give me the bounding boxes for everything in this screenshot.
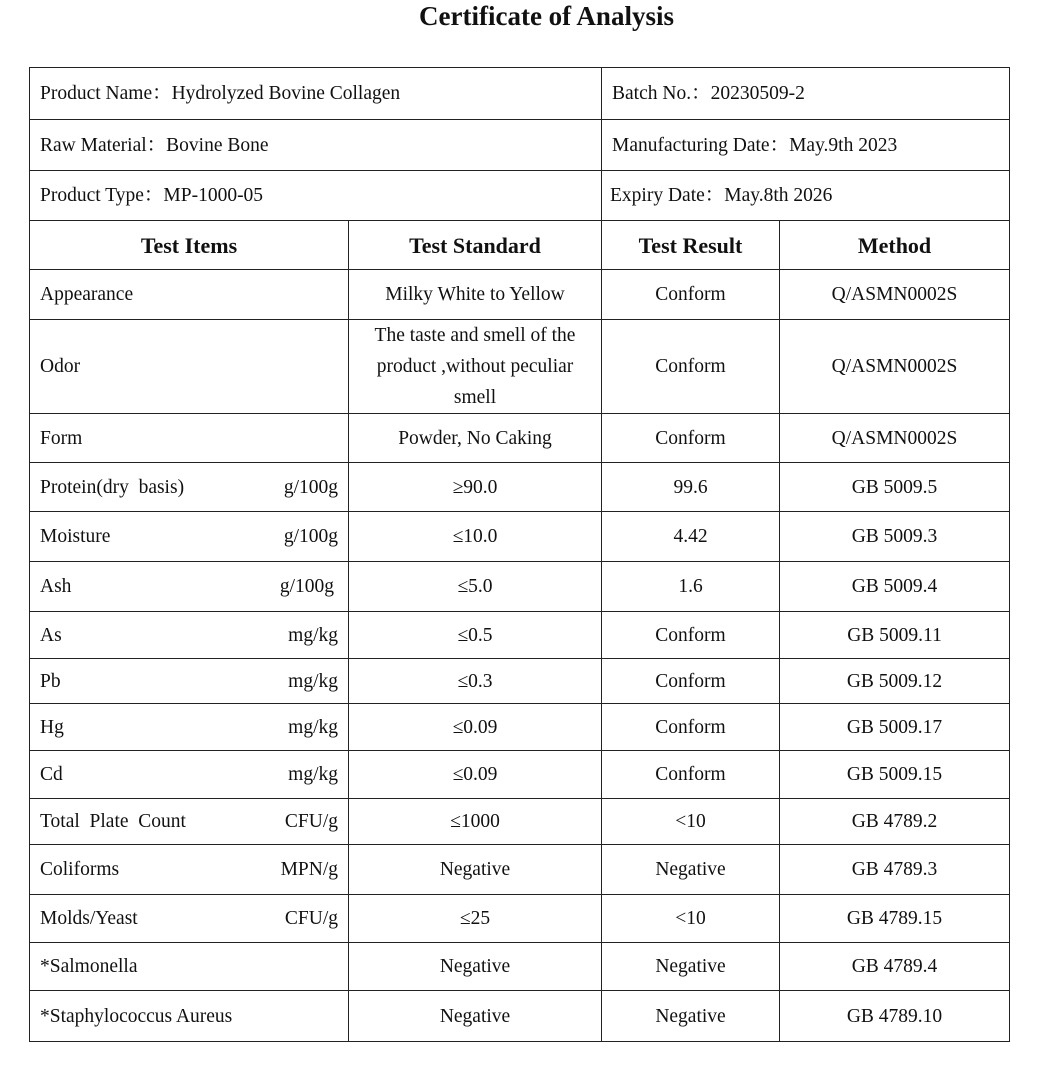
test-item-unit: CFU/g: [284, 908, 338, 929]
method-cell: GB 4789.15: [780, 895, 1010, 943]
test-item-cell: [30, 799, 349, 845]
method-cell: GB 5009.15: [780, 751, 1010, 799]
method-cell: GB 5009.3: [780, 512, 1010, 562]
table-row: [30, 562, 1010, 612]
test-standard-cell: Negative: [349, 845, 602, 895]
table-row: [30, 463, 1010, 512]
batch-number: Batch No.：20230509-2: [602, 68, 1010, 120]
test-item-name: *Staphylococcus Aureus: [40, 1005, 233, 1027]
table-row: [30, 704, 1010, 751]
test-item-name: Odor: [40, 356, 81, 377]
header-test-standard: Test Standard: [349, 221, 602, 270]
method-cell: GB 4789.10: [780, 991, 1010, 1042]
test-item-name: Appearance: [40, 284, 134, 305]
test-item-name: Hg: [40, 716, 64, 738]
expiry-date: Expiry Date：May.8th 2026: [602, 171, 1010, 221]
table-row: [30, 414, 1010, 463]
test-standard-cell: ≤0.09: [349, 704, 602, 751]
test-item-cell: [30, 991, 349, 1042]
test-item-cell: [30, 612, 349, 659]
test-standard-cell: ≤0.09: [349, 751, 602, 799]
method-cell: Q/ASMN0002S: [780, 414, 1010, 463]
test-standard-cell: Negative: [349, 943, 602, 991]
test-result-cell: 4.42: [602, 512, 780, 562]
test-standard-cell: Milky White to Yellow: [349, 270, 602, 320]
test-standard-cell: Powder, No Caking: [349, 414, 602, 463]
test-item-cell: [30, 270, 349, 320]
test-item-cell: [30, 512, 349, 562]
table-row: [30, 991, 1010, 1042]
raw-material: Raw Material：Bovine Bone: [30, 120, 602, 171]
method-cell: GB 4789.2: [780, 799, 1010, 845]
table-row: [30, 659, 1010, 704]
test-standard-cell: ≤1000: [349, 799, 602, 845]
manufacturing-date: Manufacturing Date：May.9th 2023: [602, 120, 1010, 171]
test-item-name: *Salmonella: [40, 956, 138, 977]
test-item-cell: [30, 414, 349, 463]
test-item-unit: mg/kg: [288, 624, 338, 646]
test-result-cell: Negative: [602, 845, 780, 895]
table-row: [30, 512, 1010, 562]
product-type: Product Type：MP-1000-05: [30, 171, 602, 221]
test-standard-cell: ≤0.3: [349, 659, 602, 704]
test-item-name: Protein(dry basis): [40, 476, 185, 498]
test-item-cell: [30, 320, 349, 414]
test-standard-cell: ≤5.0: [349, 562, 602, 612]
test-result-cell: 1.6: [602, 562, 780, 612]
table-row: [30, 320, 1010, 414]
test-item-cell: [30, 562, 349, 612]
table-row: [30, 895, 1010, 943]
test-item-unit: mg/kg: [288, 716, 338, 738]
test-item-unit: mg/kg: [288, 670, 338, 692]
test-item-unit: g/100g: [279, 576, 334, 597]
test-standard-cell: ≤0.5: [349, 612, 602, 659]
method-cell: GB 5009.5: [780, 463, 1010, 512]
info-row: [30, 120, 1010, 171]
test-item-cell: [30, 751, 349, 799]
test-result-cell: Conform: [602, 751, 780, 799]
table-row: [30, 751, 1010, 799]
test-result-cell: Conform: [602, 414, 780, 463]
test-result-cell: <10: [602, 799, 780, 845]
method-cell: GB 5009.11: [780, 612, 1010, 659]
method-cell: GB 4789.4: [780, 943, 1010, 991]
test-item-name: Molds/Yeast: [40, 908, 138, 929]
test-item-cell: [30, 704, 349, 751]
table-row: [30, 270, 1010, 320]
test-standard-cell: The taste and smell of the product ,without peculiar smell: [349, 320, 602, 414]
table-row: [30, 943, 1010, 991]
test-standard-cell: ≤25: [349, 895, 602, 943]
test-item-name: Total Plate Count: [40, 811, 186, 832]
test-standard-cell: ≤10.0: [349, 512, 602, 562]
table-row: [30, 612, 1010, 659]
method-cell: Q/ASMN0002S: [780, 320, 1010, 414]
info-row: [30, 171, 1010, 221]
test-item-name: Form: [40, 427, 83, 449]
header-test-items: Test Items: [30, 221, 349, 270]
method-cell: GB 5009.12: [780, 659, 1010, 704]
header-test-result: Test Result: [602, 221, 780, 270]
test-item-name: Pb: [40, 670, 61, 692]
test-result-cell: Conform: [602, 270, 780, 320]
test-item-unit: g/100g: [283, 476, 338, 498]
test-result-cell: 99.6: [602, 463, 780, 512]
test-standard-cell: Negative: [349, 991, 602, 1042]
document-title: Certificate of Analysis: [419, 1, 674, 31]
test-item-cell: [30, 895, 349, 943]
table-row: [30, 799, 1010, 845]
method-cell: GB 5009.17: [780, 704, 1010, 751]
test-item-unit: g/100g: [283, 526, 338, 547]
table-row: [30, 845, 1010, 895]
test-result-cell: Conform: [602, 659, 780, 704]
header-row: [30, 221, 1010, 270]
test-item-unit: CFU/g: [284, 811, 338, 832]
method-cell: Q/ASMN0002S: [780, 270, 1010, 320]
test-result-cell: Negative: [602, 943, 780, 991]
method-cell: GB 5009.4: [780, 562, 1010, 612]
header-method: Method: [780, 221, 1010, 270]
test-item-cell: [30, 659, 349, 704]
test-result-cell: <10: [602, 895, 780, 943]
test-item-unit: mg/kg: [288, 764, 338, 785]
test-result-cell: Conform: [602, 320, 780, 414]
test-item-name: Moisture: [40, 526, 111, 547]
test-item-cell: [30, 845, 349, 895]
test-item-name: As: [40, 624, 62, 646]
coa-table: [29, 67, 1010, 1042]
test-result-cell: Conform: [602, 612, 780, 659]
test-item-name: Cd: [40, 764, 63, 785]
test-standard-cell: ≥90.0: [349, 463, 602, 512]
test-result-cell: Negative: [602, 991, 780, 1042]
test-item-name: Coliforms: [40, 859, 120, 880]
test-item-cell: [30, 463, 349, 512]
test-result-cell: Conform: [602, 704, 780, 751]
info-row: [30, 68, 1010, 120]
method-cell: GB 4789.3: [780, 845, 1010, 895]
test-item-cell: [30, 943, 349, 991]
test-item-unit: MPN/g: [280, 859, 338, 880]
test-item-name: Ash: [40, 576, 72, 597]
product-name: Product Name：Hydrolyzed Bovine Collagen: [30, 68, 602, 120]
